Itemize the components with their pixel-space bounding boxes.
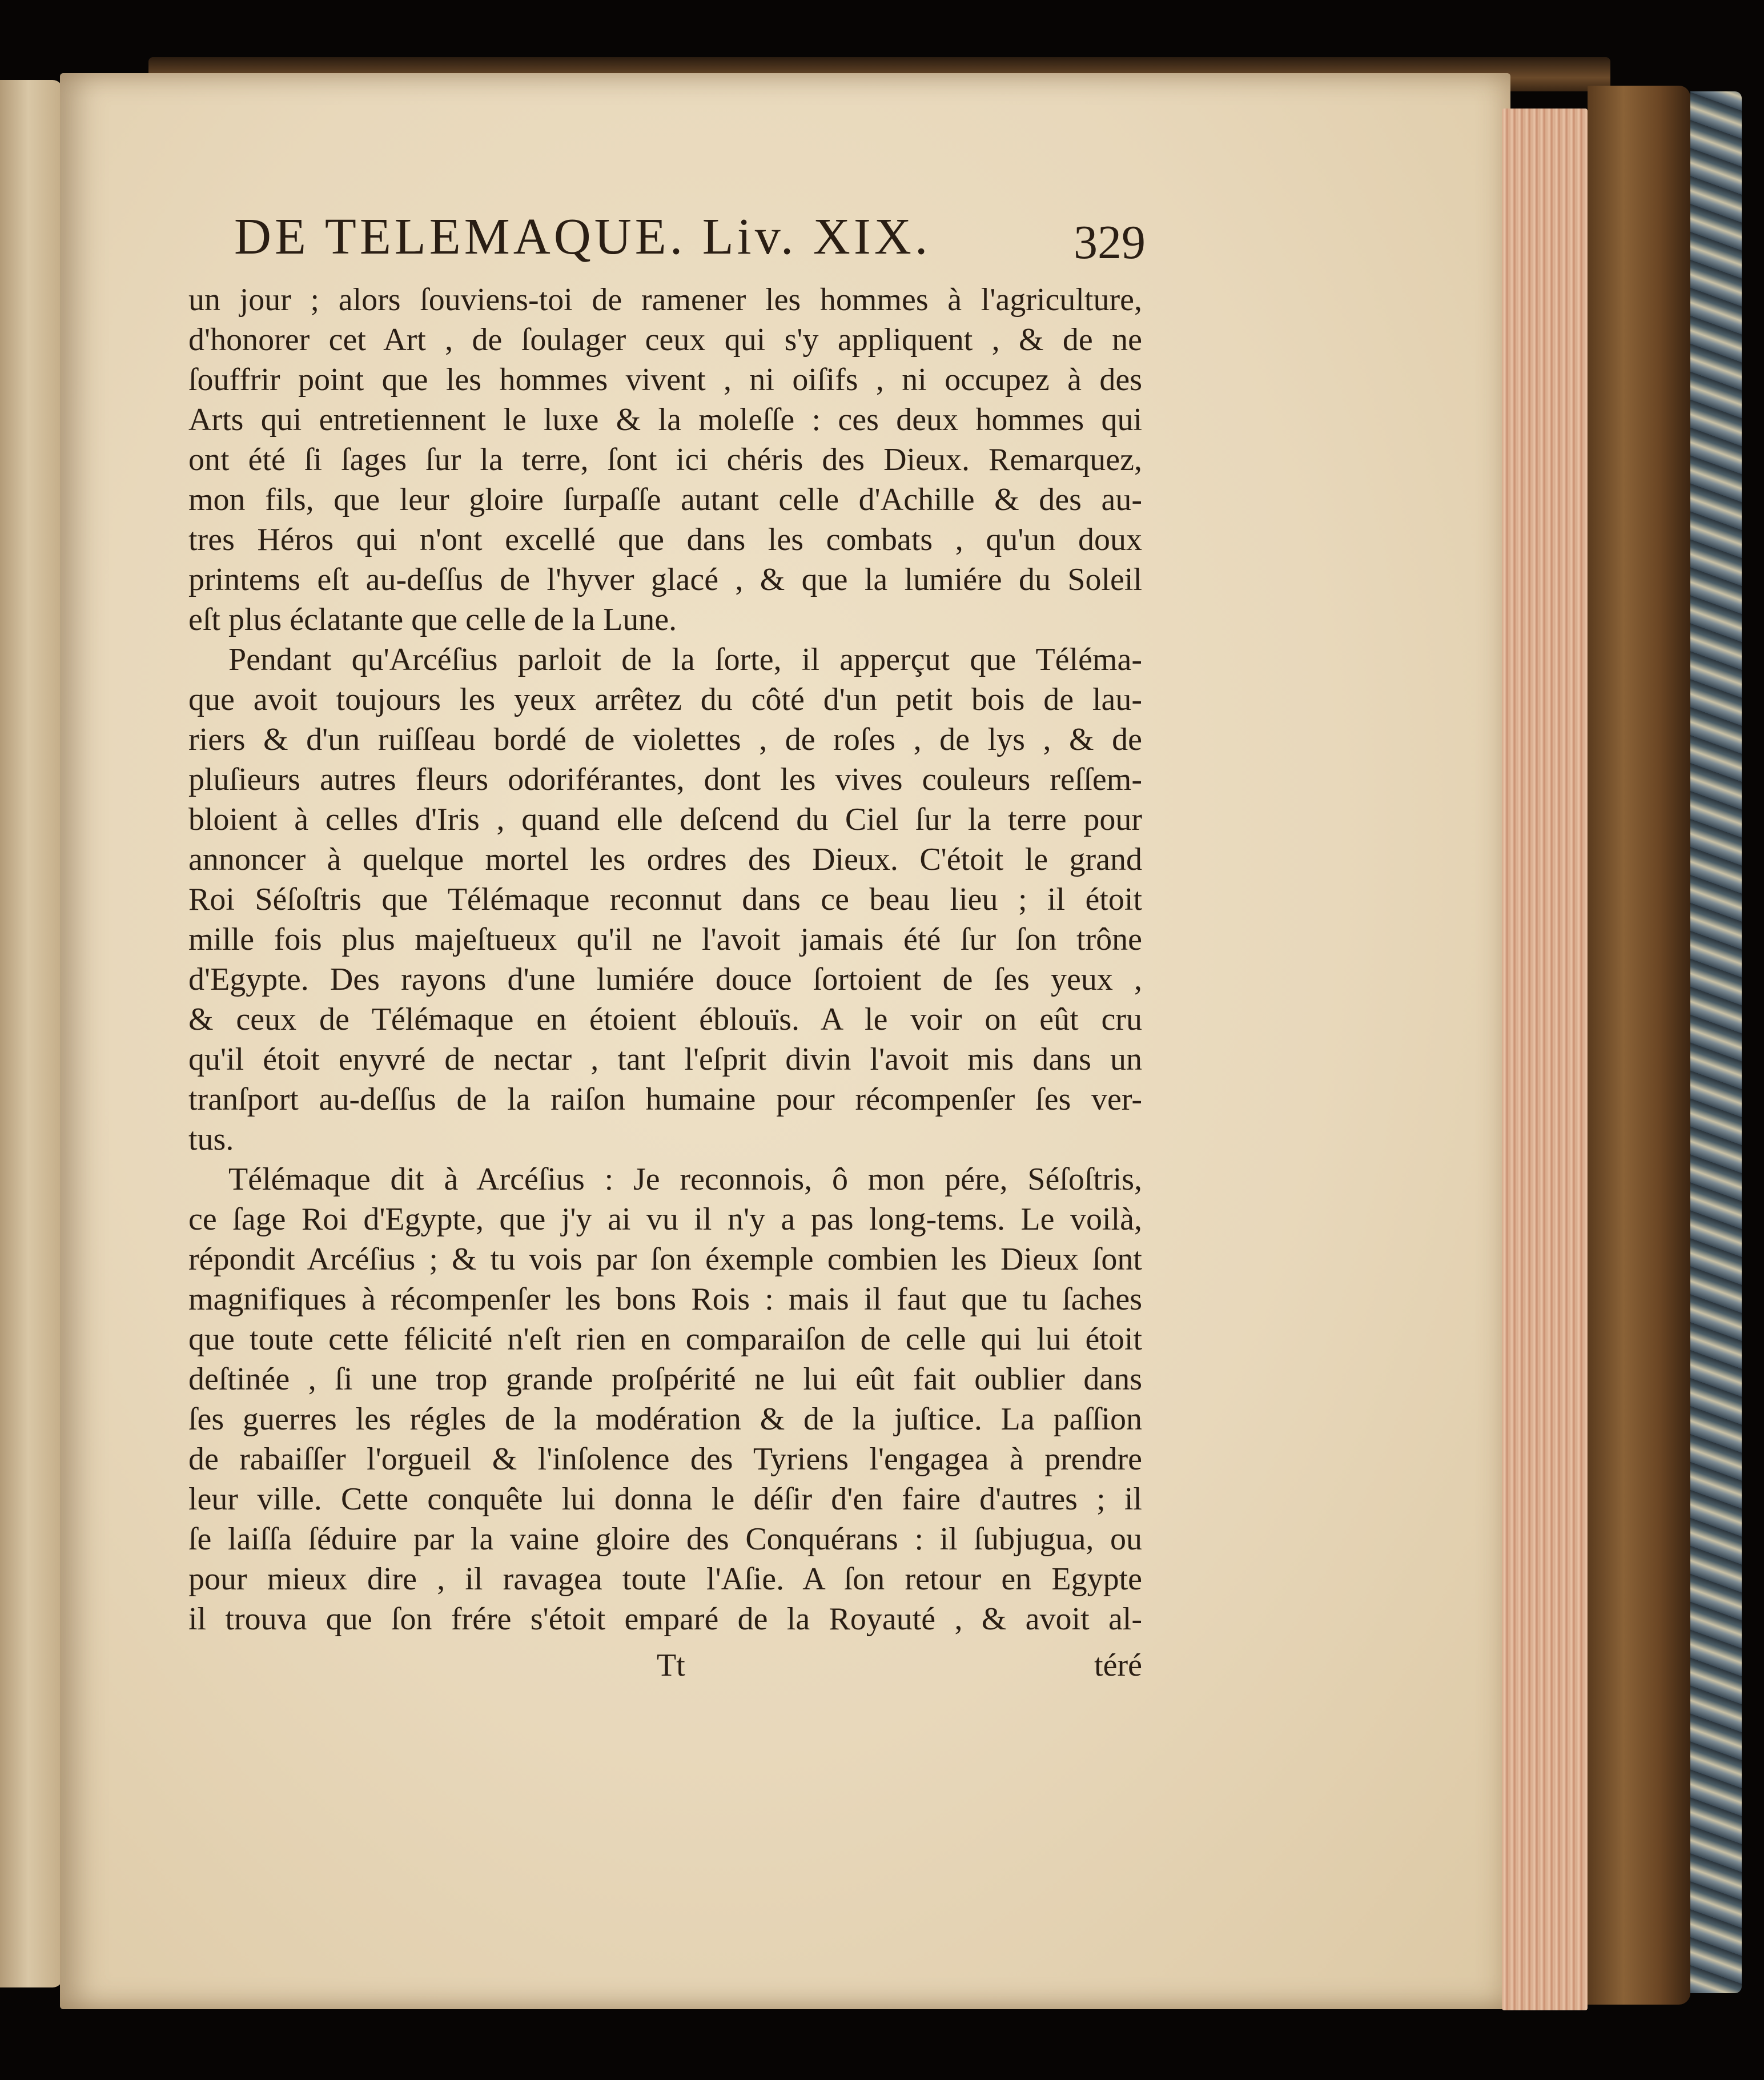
text-line: Roi Séſoſtris que Télémaque reconnut dans ce beau lieu ; il étoit bbox=[188, 882, 1142, 917]
text-line: magnifiques à récompenſer les bons Rois : mais il faut que tu ſaches bbox=[188, 1282, 1142, 1317]
text-line: tus. bbox=[188, 1122, 234, 1157]
text-line: que toute cette félicité n'eſt rien en comparaiſon de celle qui lui étoit bbox=[188, 1322, 1142, 1357]
text-line: répondit Arcéſius ; & tu vois par ſon éxemple combien les Dieux ſont bbox=[188, 1242, 1142, 1277]
signature-mark: Tt bbox=[657, 1648, 685, 1683]
text-line: qu'il étoit enyvré de nectar , tant l'eſprit divin l'avoit mis dans un bbox=[188, 1042, 1142, 1077]
page-fore-edge bbox=[1502, 109, 1588, 2010]
text-line: pluſieurs autres fleurs odoriférantes, dont les vives couleurs reſſem- bbox=[188, 762, 1142, 797]
text-line: pour mieux dire , il ravagea toute l'Aſie. A ſon retour en Egypte bbox=[188, 1561, 1142, 1597]
text-line: tranſport au-deſſus de la raiſon humaine pour récompenſer ſes ver- bbox=[188, 1082, 1142, 1117]
text-line: & ceux de Télémaque en étoient éblouïs. A le voir on eût cru bbox=[188, 1002, 1142, 1037]
text-line: mille fois plus majeſtueux qu'il ne l'avoit jamais été ſur ſon trône bbox=[188, 922, 1142, 957]
marbled-endpaper bbox=[1690, 91, 1742, 1993]
text-line: Pendant qu'Arcéſius parloit de la ſorte, il apperçut que Téléma- bbox=[228, 642, 1142, 677]
text-line: ſouffrir point que les hommes vivent , ni oiſifs , ni occupez à des bbox=[188, 362, 1142, 397]
text-line: mon fils, que leur gloire ſurpaſſe autant celle d'Achille & des au- bbox=[188, 482, 1142, 517]
text-line: ont été ſi ſages ſur la terre, ſont ici chéris des Dieux. Remarquez, bbox=[188, 442, 1142, 477]
text-block bbox=[188, 206, 1146, 1694]
text-line: d'honorer cet Art , de ſoulager ceux qui s'y appliquent , & de ne bbox=[188, 322, 1142, 358]
text-line: Arts qui entretiennent le luxe & la moleſſe : ces deux hommes qui bbox=[188, 402, 1142, 437]
text-line: printems eſt au-deſſus de l'hyver glacé , & que la lumiére du Soleil bbox=[188, 562, 1142, 597]
leather-cover-board bbox=[1588, 86, 1690, 2005]
catchword: téré bbox=[1094, 1648, 1142, 1683]
text-line: deſtinée , ſi une trop grande proſpérité ne lui eût fait oublier dans bbox=[188, 1362, 1142, 1397]
page-header bbox=[188, 206, 1159, 280]
text-line: annoncer à quelque mortel les ordres des Dieux. C'étoit le grand bbox=[188, 842, 1142, 877]
text-line: tres Héros qui n'ont excellé que dans les combats , qu'un doux bbox=[188, 522, 1142, 557]
page-number: 329 bbox=[1074, 216, 1146, 269]
left-page-edge bbox=[0, 80, 63, 1987]
text-line: bloient à celles d'Iris , quand elle deſcend du Ciel ſur la terre pour bbox=[188, 802, 1142, 837]
text-line: d'Egypte. Des rayons d'une lumiére douce ſortoient de ſes yeux , bbox=[188, 962, 1142, 997]
text-line: leur ville. Cette conquête lui donna le déſir d'en faire d'autres ; il bbox=[188, 1481, 1142, 1517]
running-head: DE TELEMAQUE. Liv. XIX. bbox=[234, 208, 931, 265]
page-footer bbox=[188, 1643, 1142, 1694]
text-line: riers & d'un ruiſſeau bordé de violettes , de roſes , de lys , & de bbox=[188, 722, 1142, 757]
text-line: ſes guerres les régles de la modération & de la juſtice. La paſſion bbox=[188, 1402, 1142, 1437]
text-line: un jour ; alors ſouviens-toi de ramener les hommes à l'agriculture, bbox=[188, 282, 1142, 318]
text-line: ſe laiſſa ſéduire par la vaine gloire des Conquérans : il ſubjugua, ou bbox=[188, 1521, 1142, 1557]
text-line: eſt plus éclatante que celle de la Lune. bbox=[188, 602, 677, 637]
body-text bbox=[188, 280, 1142, 1639]
text-line: que avoit toujours les yeux arrêtez du côté d'un petit bois de lau- bbox=[188, 682, 1142, 717]
text-line: Télémaque dit à Arcéſius : Je reconnois, ô mon pére, Séſoſtris, bbox=[228, 1162, 1142, 1197]
text-line: il trouva que ſon frére s'étoit emparé de la Royauté , & avoit al- bbox=[188, 1601, 1142, 1637]
text-line: de rabaiſſer l'orgueil & l'inſolence des Tyriens l'engagea à prendre bbox=[188, 1441, 1142, 1477]
text-line: ce ſage Roi d'Egypte, que j'y ai vu il n'y a pas long-tems. Le voilà, bbox=[188, 1202, 1142, 1237]
